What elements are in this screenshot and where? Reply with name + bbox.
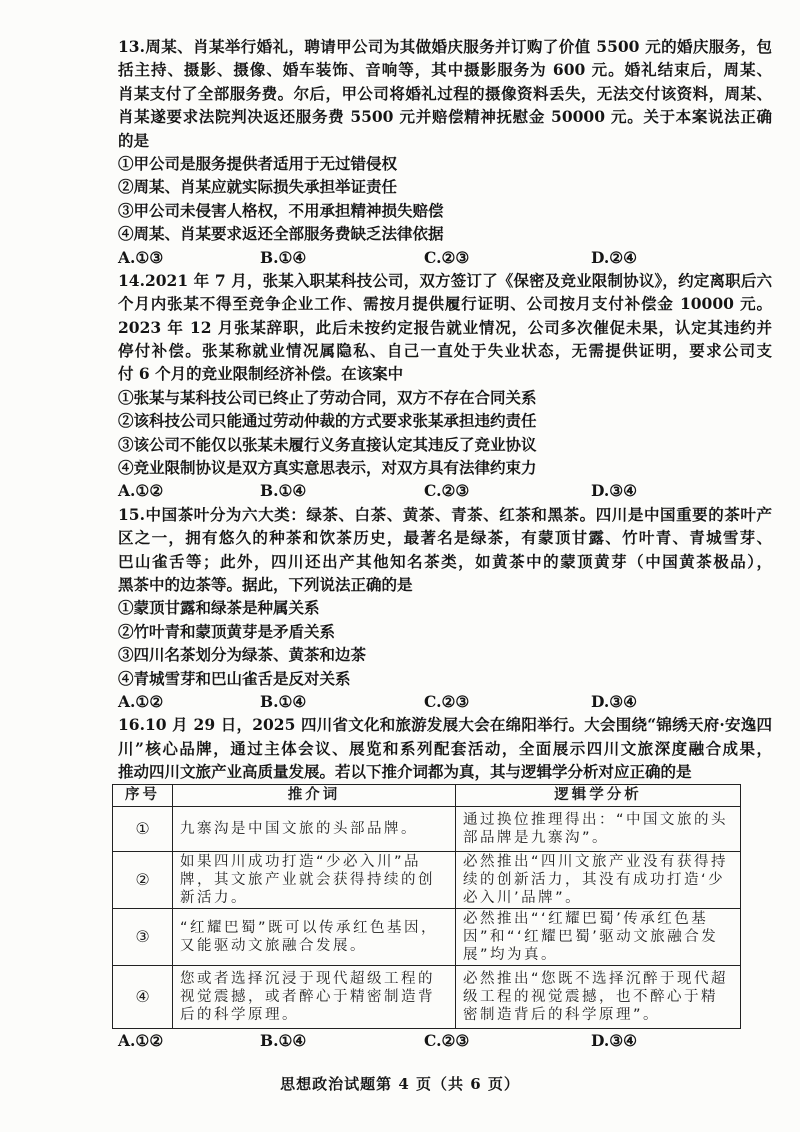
q14-choice-c: C.②③	[424, 481, 470, 501]
q14-stem	[118, 269, 772, 386]
q15-option-1: ①蒙顶甘露和绿茶是种属关系	[118, 598, 320, 618]
table-row	[113, 965, 741, 1028]
q14-choice-d: D.③④	[591, 481, 638, 501]
q15-stem	[118, 503, 772, 597]
question-13	[118, 35, 772, 269]
page-content	[118, 35, 772, 1052]
q15-choice-c: C.②③	[424, 691, 470, 711]
q13-stem-line: 13.周某、肖某举行婚礼，聘请甲公司为其做婚庆服务并订购了价值 5500 元的婚庆服务，包	[118, 37, 772, 56]
q13-choice-d: D.②④	[591, 247, 638, 267]
q15-answer-choices	[118, 690, 772, 713]
row-recommendation: 如果四川成功打造“少必入川”品牌，其文旅产业就会获得持续的创新活力。	[173, 851, 456, 908]
q16-choice-c: C.②③	[424, 1030, 470, 1050]
q15-choice-a: A.①②	[118, 691, 164, 711]
q14-stem-line: 2023 年 12 月张某辞职，此后未按约定报告就业情况，公司多次催促未果，认定其违约并	[118, 317, 772, 337]
q14-option-4: ④竞业限制协议是双方真实意思表示，对双方具有法律约束力	[118, 458, 537, 478]
q13-stem-line: 括主持、摄影、摄像、婚车装饰、音响等，其中摄影服务为 600 元。婚礼结束后，周某、	[118, 60, 772, 80]
q13-stem	[118, 35, 772, 152]
q14-choice-a: A.①②	[118, 481, 164, 501]
q14-stem-line: 停付补偿。张某称就业情况属隐私、自己一直处于失业状态，无需提供证明，要求公司支	[118, 341, 772, 361]
q16-answer-choices	[118, 1029, 772, 1052]
table-row	[113, 908, 741, 965]
q13-choice-b: B.①④	[260, 247, 307, 267]
q13-option-2: ②周某、肖某应就实际损失承担举证责任	[118, 177, 398, 197]
q14-choice-b: B.①④	[260, 481, 307, 501]
row-analysis: 通过换位推理得出：“中国文旅的头部品牌是九寨沟”。	[456, 806, 741, 851]
q16-stem-line: 推动四川文旅产业高质量发展。若以下推介词都为真，其与逻辑学分析对应正确的是	[118, 762, 692, 782]
q13-option-3: ③甲公司未侵害人格权，不用承担精神损失赔偿	[118, 200, 444, 220]
q15-option-2: ②竹叶青和蒙顶黄芽是矛盾关系	[118, 621, 336, 641]
q14-stem-line: 个月内张某不得至竞争企业工作、需按月提供履行证明、公司按月支付补偿金 10000 元。	[118, 294, 772, 314]
table-row	[113, 851, 741, 908]
q15-stem-line: 15.中国茶叶分为六大类：绿茶、白茶、黄茶、青茶、红茶和黑茶。四川是中国重要的茶叶产	[118, 504, 772, 524]
q15-stem-line: 黑茶中的边茶等。据此，下列说法正确的是	[118, 574, 413, 594]
q16-stem-line: 16.10 月 29 日，2025 四川省文化和旅游发展大会在绵阳举行。大会围绕“锦绣天府·安逸四	[118, 715, 772, 735]
table-header-row	[113, 784, 741, 806]
q13-option-4: ④周某、肖某要求返还全部服务费缺乏法律依据	[118, 224, 444, 244]
question-15	[118, 503, 772, 714]
question-16	[118, 713, 772, 1052]
row-serial: ①	[113, 806, 173, 851]
question-14	[118, 269, 772, 503]
q14-answer-choices	[118, 479, 772, 502]
table-row	[113, 806, 741, 851]
q15-choice-b: B.①④	[260, 691, 307, 711]
row-analysis: 必然推出“四川文旅产业没有获得持续的创新活力，其没有成功打造‘少必入川’品牌”。	[456, 851, 741, 908]
q16-choice-b: B.①④	[260, 1030, 307, 1050]
header-recommendation: 推介词	[173, 784, 456, 806]
q15-option-4: ④青城雪芽和巴山雀舌是反对关系	[118, 668, 351, 688]
q15-choice-d: D.③④	[591, 691, 638, 711]
q14-option-3: ③该公司不能仅以张某未履行义务直接认定其违反了竞业协议	[118, 434, 537, 454]
header-analysis: 逻辑学分析	[456, 784, 741, 806]
q16-choice-d: D.③④	[591, 1030, 638, 1050]
q16-stem	[118, 713, 772, 783]
q14-option-2: ②该科技公司只能通过劳动仲裁的方式要求张某承担违约责任	[118, 411, 537, 431]
q14-stem-line: 付 6 个月的竞业限制经济补偿。在该案中	[118, 364, 404, 384]
row-serial: ④	[113, 965, 173, 1028]
q13-choice-c: C.②③	[424, 247, 470, 267]
q13-stem-line: 的是	[118, 130, 150, 150]
q16-choice-a: A.①②	[118, 1030, 164, 1050]
q14-option-1: ①张某与某科技公司已终止了劳动合同，双方不存在合同关系	[118, 387, 537, 407]
header-serial: 序号	[113, 784, 173, 806]
row-analysis: 必然推出“您既不选择沉醉于现代超级工程的视觉震撼，也不醉心于精密制造背后的科学原理”。	[456, 965, 741, 1028]
q16-table	[112, 784, 741, 1029]
q13-answer-choices	[118, 246, 772, 269]
q16-stem-line: 川”核心品牌，通过主体会议、展览和系列配套活动，全面展示四川文旅深度融合成果，	[118, 738, 772, 758]
row-recommendation: 九寨沟是中国文旅的头部品牌。	[173, 806, 456, 851]
q13-choice-a: A.①③	[118, 247, 164, 267]
row-analysis: 必然推出“‘红耀巴蜀’传承红色基因”和“‘红耀巴蜀’驱动文旅融合发展”均为真。	[456, 908, 741, 965]
q15-stem-line: 区之一，拥有悠久的种茶和饮茶历史，最著名是绿茶，有蒙顶甘露、竹叶青、青城雪芽、	[118, 528, 772, 548]
page-footer: 思想政治试题第 4 页（共 6 页）	[280, 1075, 520, 1093]
q15-stem-line: 巴山雀舌等；此外，四川还出产其他知名茶类，如黄茶中的蒙顶黄芽（中国黄茶极品），	[118, 551, 772, 571]
q14-stem-line: 14.2021 年 7 月，张某入职某科技公司，双方签订了《保密及竞业限制协议》，约定离职后六	[118, 270, 772, 290]
row-serial: ③	[113, 908, 173, 965]
q13-option-1: ①甲公司是服务提供者适用于无过错侵权	[118, 153, 398, 173]
row-recommendation: “红耀巴蜀”既可以传承红色基因，又能驱动文旅融合发展。	[173, 908, 456, 965]
row-recommendation: 您或者选择沉浸于现代超级工程的视觉震撼，或者醉心于精密制造背后的科学原理。	[173, 965, 456, 1028]
q13-stem-line: 肖某支付了全部服务费。尔后，甲公司将婚礼过程的摄像资料丢失，无法交付该资料，周某、	[118, 83, 772, 103]
row-serial: ②	[113, 851, 173, 908]
q15-option-3: ③四川名茶划分为绿茶、黄茶和边茶	[118, 645, 367, 665]
q13-stem-line: 肖某遂要求法院判决返还服务费 5500 元并赔偿精神抚慰金 50000 元。关于本案说法正确	[118, 107, 772, 127]
